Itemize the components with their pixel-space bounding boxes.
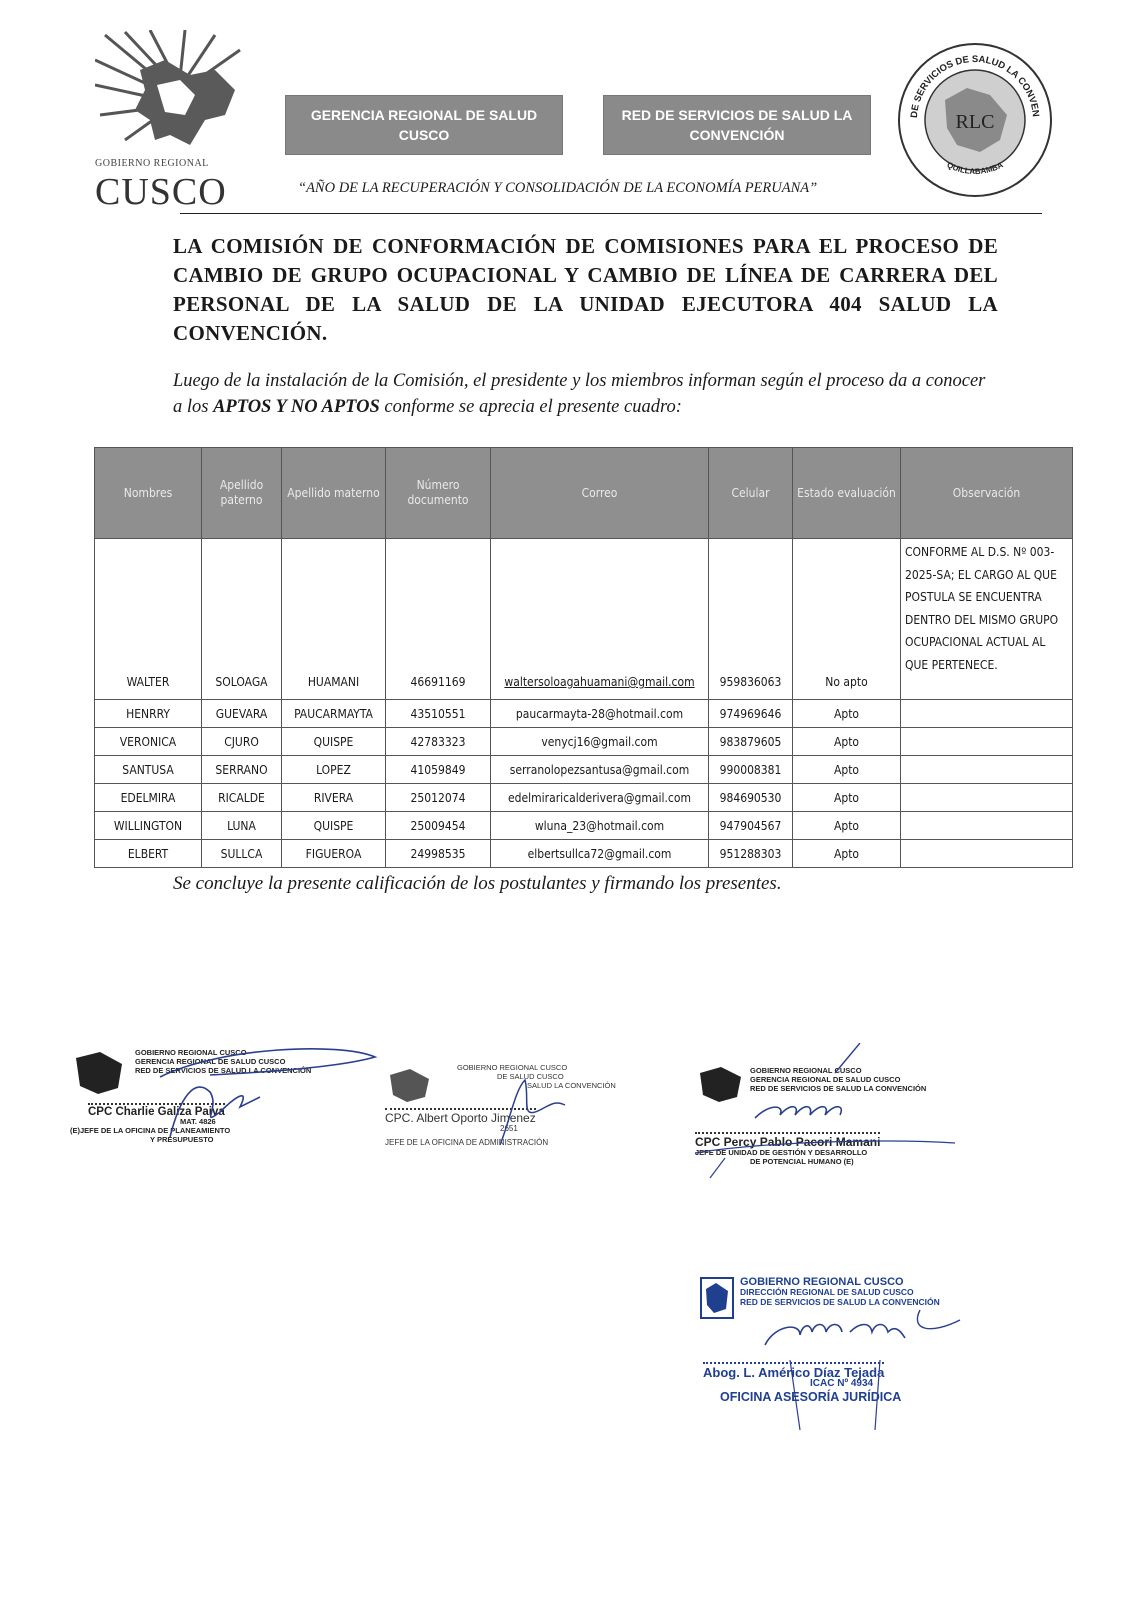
stamp-signer: Abog. L. Américo Díaz Tejada <box>703 1362 884 1380</box>
stamp-line: (E)JEFE DE LA OFICINA DE PLANEAMIENTO <box>70 1126 231 1135</box>
header-celular: Celular <box>709 448 793 539</box>
cell-nombre: EDELMIRA <box>95 784 202 812</box>
gerencia-regional-box: GERENCIA REGIONAL DE SALUD CUSCO <box>285 95 563 155</box>
cell-nombre: VERONICA <box>95 728 202 756</box>
cell-apellido-materno: QUISPE <box>282 812 386 840</box>
stamp-line: GERENCIA REGIONAL DE SALUD CUSCO <box>750 1075 901 1084</box>
intro-bold: APTOS Y NO APTOS <box>213 397 380 417</box>
cell-nombre: HENRRY <box>95 700 202 728</box>
cell-correo[interactable]: waltersoloagahuamani@gmail.com <box>491 539 709 700</box>
cell-nombre: WILLINGTON <box>95 812 202 840</box>
cell-documento: 25012074 <box>386 784 491 812</box>
emblem-icon <box>700 1277 734 1319</box>
stamp-line: Y PRESUPUESTO <box>150 1135 214 1144</box>
cell-apellido-paterno: SULLCA <box>202 840 282 868</box>
cusco-emblem-icon <box>385 1065 433 1105</box>
cell-observacion <box>901 784 1073 812</box>
intro-part1: Luego de la instalación de la Comisión, el presidente y los miembros informan según el proceso da a conocer a los <box>173 371 986 417</box>
cell-observacion <box>901 840 1073 868</box>
table-header-row <box>95 448 1073 539</box>
header-divider <box>180 213 1042 214</box>
cell-correo[interactable]: venycj16@gmail.com <box>491 728 709 756</box>
handwritten-signature <box>730 1300 990 1440</box>
cell-apellido-paterno: SOLOAGA <box>202 539 282 700</box>
header-correo: Correo <box>491 448 709 539</box>
cell-estado: Apto <box>793 812 901 840</box>
header-numero-documento: Número documento <box>386 448 491 539</box>
cell-estado: Apto <box>793 840 901 868</box>
cell-celular: 959836063 <box>709 539 793 700</box>
stamp-line: DE SALUD CUSCO <box>497 1072 564 1081</box>
table-row <box>95 840 1073 868</box>
cell-correo[interactable]: serranolopezsantusa@gmail.com <box>491 756 709 784</box>
header-nombres: Nombres <box>95 448 202 539</box>
red-servicios-seal <box>895 40 1055 200</box>
cell-observacion: CONFORME AL D.S. Nº 003-2025-SA; EL CARGO AL QUE POSTULA SE ENCUENTRA DENTRO DEL MISMO GRUPO OCUPACIONAL ACTUAL AL QUE PERTENECE. <box>901 539 1073 700</box>
cell-apellido-paterno: SERRANO <box>202 756 282 784</box>
cell-celular: 990008381 <box>709 756 793 784</box>
conclusion-text: Se concluye la presente calificación de los postulantes y firmando los presentes. <box>173 873 782 894</box>
cell-apellido-paterno: GUEVARA <box>202 700 282 728</box>
header-observacion: Observación <box>901 448 1073 539</box>
results-table <box>94 447 1073 868</box>
stamp-line: SALUD LA CONVENCIÓN <box>527 1081 616 1090</box>
cell-nombre: WALTER <box>95 539 202 700</box>
cell-nombre: SANTUSA <box>95 756 202 784</box>
stamp-signer: CPC. Albert Oporto Jimenez <box>385 1108 536 1125</box>
intro-part2: conforme se aprecia el presente cuadro: <box>379 397 682 417</box>
cell-apellido-materno: LOPEZ <box>282 756 386 784</box>
stamp-line: 2651 <box>500 1124 518 1133</box>
cell-nombre: ELBERT <box>95 840 202 868</box>
cell-celular: 951288303 <box>709 840 793 868</box>
intro-paragraph <box>173 368 998 420</box>
cell-celular: 974969646 <box>709 700 793 728</box>
cell-correo[interactable]: edelmiraricalderivera@gmail.com <box>491 784 709 812</box>
cell-correo[interactable]: wluna_23@hotmail.com <box>491 812 709 840</box>
document-title: LA COMISIÓN DE CONFORMACIÓN DE COMISIONES PARA EL PROCESO DE CAMBIO DE GRUPO OCUPACIONAL Y CAMBIO DE LÍNEA DE CARRERA DEL PERSONAL DE LA SALUD DE LA UNIDAD EJECUTORA 404 SALUD LA CONVENCIÓN. <box>173 234 998 345</box>
table-row <box>95 700 1073 728</box>
cell-apellido-paterno: RICALDE <box>202 784 282 812</box>
stamp-line: GOBIERNO REGIONAL CUSCO <box>457 1063 568 1072</box>
cell-documento: 46691169 <box>386 539 491 700</box>
seal-ring-bottom: QUILLABAMBA <box>945 160 1005 177</box>
stamp-line: GERENCIA REGIONAL DE SALUD CUSCO <box>135 1057 286 1066</box>
stamp-line: OFICINA ASESORÍA JURÍDICA <box>720 1390 902 1404</box>
logo-line1: GOBIERNO REGIONAL <box>95 158 209 169</box>
table-row <box>95 539 1073 700</box>
stamp-line: ICAC Nº 4934 <box>810 1378 874 1389</box>
cell-apellido-materno: HUAMANI <box>282 539 386 700</box>
cell-apellido-materno: PAUCARMAYTA <box>282 700 386 728</box>
handwritten-signature <box>470 1060 590 1150</box>
cell-correo[interactable]: paucarmayta-28@hotmail.com <box>491 700 709 728</box>
handwritten-signature <box>695 1043 995 1183</box>
stamp-line: DIRECCIÓN REGIONAL DE SALUD CUSCO <box>740 1287 914 1297</box>
seal-ring-top: DE SERVICIOS DE SALUD LA CONVEN <box>908 53 1041 119</box>
cell-documento: 41059849 <box>386 756 491 784</box>
stamp-line: RED DE SERVICIOS DE SALUD LA CONVENCIÓN <box>135 1066 312 1075</box>
header-estado: Estado evaluación <box>793 448 901 539</box>
stamp-line: RED DE SERVICIOS DE SALUD LA CONVENCIÓN <box>740 1297 940 1307</box>
cusco-emblem-icon <box>95 30 245 155</box>
seal-icon <box>895 40 1055 200</box>
table-row <box>95 756 1073 784</box>
cell-documento: 43510551 <box>386 700 491 728</box>
cell-estado: Apto <box>793 784 901 812</box>
red-servicios-box: RED DE SERVICIOS DE SALUD LA CONVENCIÓN <box>603 95 871 155</box>
stamp-signer: CPC Percy Pablo Pacori Mamani <box>695 1132 880 1149</box>
stamp-line: RED DE SERVICIOS DE SALUD LA CONVENCIÓN <box>750 1084 927 1093</box>
handwritten-signature <box>100 1037 390 1147</box>
cell-apellido-paterno: CJURO <box>202 728 282 756</box>
gobierno-regional-cusco-logo <box>95 30 255 213</box>
cell-observacion <box>901 700 1073 728</box>
year-motto: “AÑO DE LA RECUPERACIÓN Y CONSOLIDACIÓN DE LA ECONOMÍA PERUANA” <box>298 180 818 196</box>
table-row <box>95 728 1073 756</box>
stamp-signer: CPC Charlie Galiza Paiva <box>88 1103 225 1118</box>
cell-celular: 983879605 <box>709 728 793 756</box>
cell-celular: 984690530 <box>709 784 793 812</box>
stamp-line: JEFE DE UNIDAD DE GESTIÓN Y DESARROLLO <box>695 1148 868 1157</box>
cell-apellido-materno: FIGUEROA <box>282 840 386 868</box>
cell-estado: Apto <box>793 700 901 728</box>
cell-estado: Apto <box>793 728 901 756</box>
cell-observacion <box>901 756 1073 784</box>
stamp-line: JEFE DE LA OFICINA DE ADMINISTRACIÓN <box>385 1138 549 1147</box>
stamp-line: MAT. 4826 <box>180 1117 216 1126</box>
cell-documento: 25009454 <box>386 812 491 840</box>
cell-celular: 947904567 <box>709 812 793 840</box>
stamp-line: GOBIERNO REGIONAL CUSCO <box>750 1066 862 1075</box>
cell-documento: 42783323 <box>386 728 491 756</box>
stamp-line: DE POTENCIAL HUMANO (E) <box>750 1157 854 1166</box>
stamp-line: GOBIERNO REGIONAL CUSCO <box>135 1048 247 1057</box>
header-apellido-materno: Apellido materno <box>282 448 386 539</box>
seal-center: RLC <box>955 111 995 133</box>
cell-correo[interactable]: elbertsullca72@gmail.com <box>491 840 709 868</box>
logo-line2: CUSCO <box>95 171 227 213</box>
cell-apellido-materno: QUISPE <box>282 728 386 756</box>
table-row <box>95 812 1073 840</box>
cell-apellido-paterno: LUNA <box>202 812 282 840</box>
cell-documento: 24998535 <box>386 840 491 868</box>
stamp-line: GOBIERNO REGIONAL CUSCO <box>740 1276 904 1288</box>
header-apellido-paterno: Apellido paterno <box>202 448 282 539</box>
cell-observacion <box>901 812 1073 840</box>
cell-estado: No apto <box>793 539 901 700</box>
table-row <box>95 784 1073 812</box>
cell-estado: Apto <box>793 756 901 784</box>
cell-apellido-materno: RIVERA <box>282 784 386 812</box>
cell-observacion <box>901 728 1073 756</box>
